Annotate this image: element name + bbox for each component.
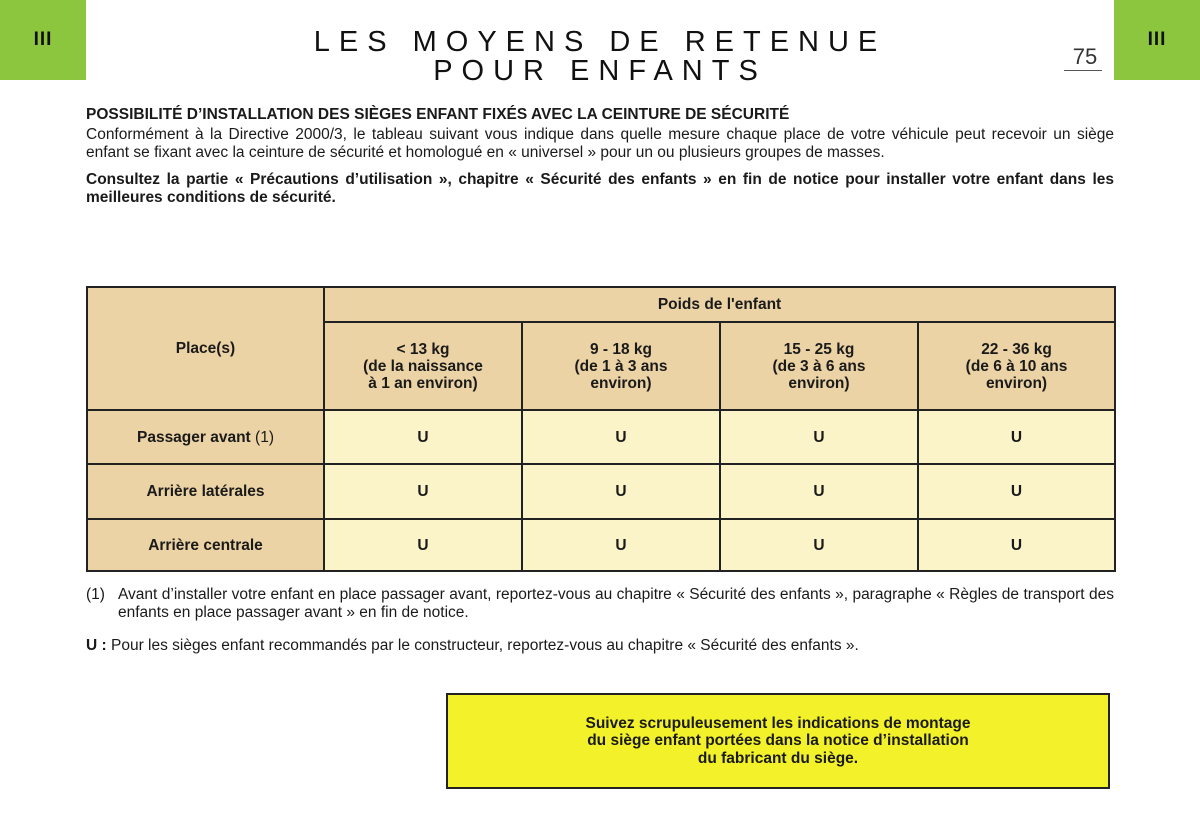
table-cell: U (720, 519, 918, 571)
page-title (200, 28, 1000, 86)
group-0-age: (de la naissance (363, 357, 483, 375)
table-cell: U (522, 519, 720, 571)
table-cell: U (324, 410, 522, 464)
group-0-range: < 13 kg (396, 340, 450, 358)
chapter-tab-left (0, 0, 86, 80)
group-2-age-end: environ) (788, 374, 850, 392)
page-title-line1: LES MOYENS DE RETENUE (313, 26, 887, 58)
chapter-tab-right-label: III (1147, 29, 1167, 50)
footnote-u-label: U : (86, 637, 107, 654)
page-number: 75 (1072, 44, 1098, 69)
table-cell: U (324, 464, 522, 519)
footnote-1 (86, 586, 1114, 621)
group-1-age-end: environ) (590, 374, 652, 392)
group-2-range: 15 - 25 kg (783, 340, 855, 358)
note-reference: (1) (255, 428, 274, 446)
table-cell: U (918, 410, 1115, 464)
footnote-u (86, 637, 1114, 655)
group-3-age: (de 6 à 10 ans (965, 357, 1068, 375)
group-header-0 (324, 322, 522, 410)
group-header-1 (522, 322, 720, 410)
row-label-text: Passager avant (136, 428, 251, 446)
advice-paragraph: Consultez la partie « Précautions d’utilisation », chapitre « Sécurité des enfants » en fin de notice pour installer votre enfant dans les meilleures conditions de sécurité. (86, 171, 1114, 206)
place-header: Place(s) (87, 287, 324, 410)
warning-box (446, 693, 1110, 789)
table-cell: U (918, 464, 1115, 519)
table-cell: U (324, 519, 522, 571)
chapter-tab-left-label: III (33, 29, 53, 50)
table-cell: U (918, 519, 1115, 571)
warning-line-2: du siège enfant portées dans la notice d’installation (587, 732, 969, 750)
table-cell: U (522, 464, 720, 519)
row-label-rear-center: Arrière centrale (87, 519, 324, 571)
page-number-underline (1064, 70, 1102, 71)
footnotes (86, 586, 1114, 655)
footnote-u-text: Pour les sièges enfant recommandés par le constructeur, reportez-vous au chapitre « Sécurité des enfants ». (110, 637, 859, 654)
section-text (86, 106, 1114, 206)
group-2-age: (de 3 à 6 ans (772, 357, 866, 375)
table-row (87, 519, 1115, 571)
table-row (87, 410, 1115, 464)
group-header-3 (918, 322, 1115, 410)
footnote-1-number: (1) (86, 586, 105, 603)
footnote-1-text: Avant d’installer votre enfant en place passager avant, reportez-vous au chapitre « Sécurité des enfants », paragraphe « Règles de transport des enfants en place passager avant » en fin de notice. (118, 586, 1114, 621)
section-heading: POSSIBILITÉ D’INSTALLATION DES SIÈGES ENFANT FIXÉS AVEC LA CEINTURE DE SÉCURITÉ (86, 106, 790, 123)
table-row (87, 464, 1115, 519)
chapter-tab-right (1114, 0, 1200, 80)
warning-line-1: Suivez scrupuleusement les indications de montage (585, 714, 971, 732)
group-header-2 (720, 322, 918, 410)
group-3-range: 22 - 36 kg (981, 340, 1052, 358)
group-0-age-end: à 1 an environ) (368, 374, 478, 392)
table-cell: U (522, 410, 720, 464)
seat-compatibility-table (86, 286, 1116, 572)
warning-line-3: du fabricant du siège. (697, 749, 859, 767)
weight-header: Poids de l'enfant (324, 287, 1115, 322)
table-cell: U (720, 464, 918, 519)
table-cell: U (720, 410, 918, 464)
group-1-age: (de 1 à 3 ans (574, 357, 668, 375)
page-title-line2: POUR ENFANTS (433, 55, 767, 87)
intro-paragraph: Conformément à la Directive 2000/3, le tableau suivant vous indique dans quelle mesure chaque place de votre véhicule peut recevoir un siège enfant se fixant avec la ceinture de sécurité et homologué en « universel » pour un ou plusieurs groupes de masses. (86, 126, 1114, 161)
group-1-range: 9 - 18 kg (589, 340, 653, 358)
row-label-front-passenger (87, 410, 324, 464)
row-label-rear-side: Arrière latérales (87, 464, 324, 519)
group-3-age-end: environ) (985, 374, 1048, 392)
